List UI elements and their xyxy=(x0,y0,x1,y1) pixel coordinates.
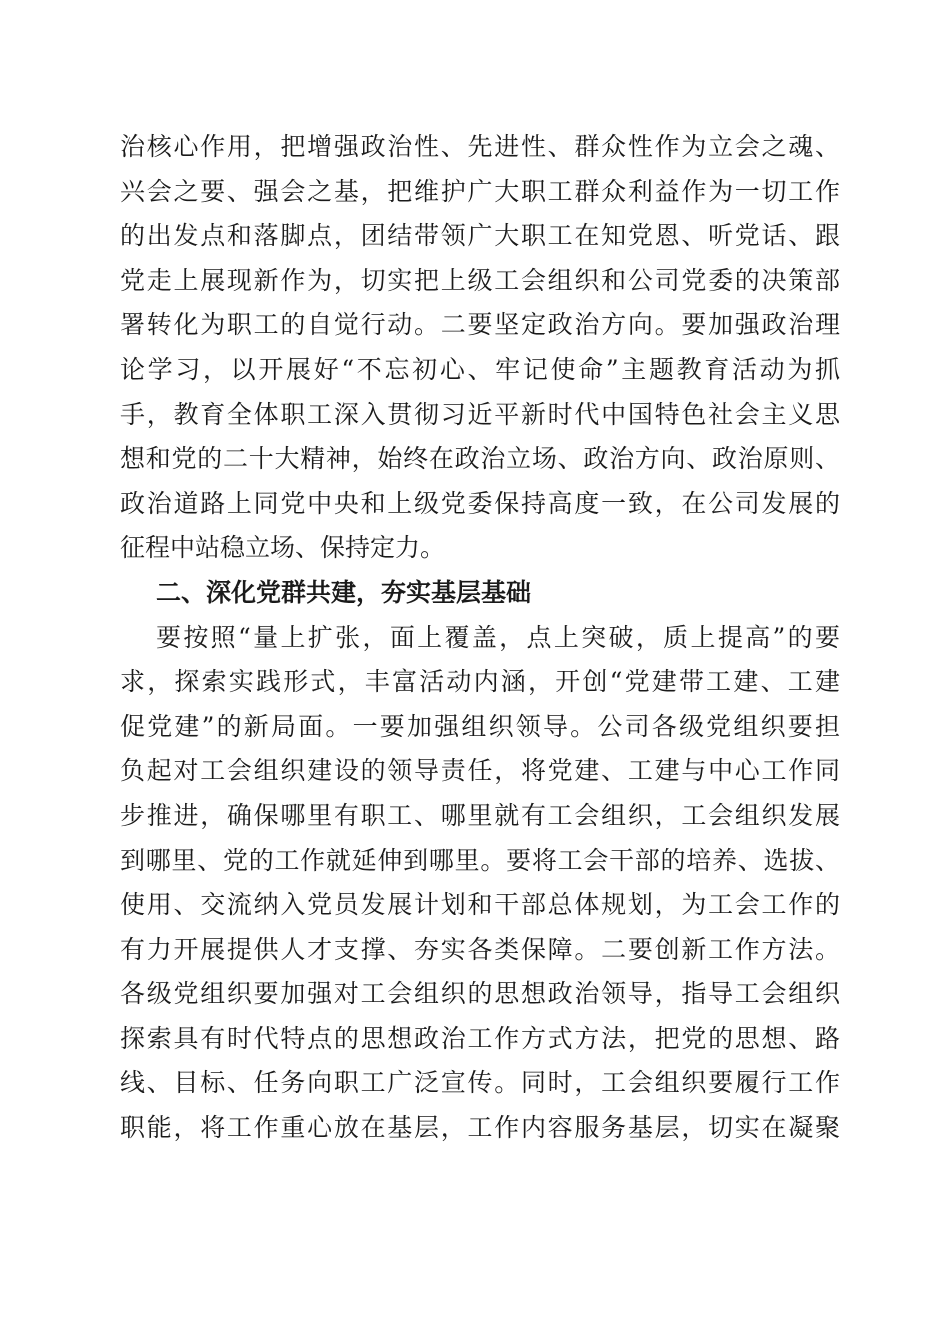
paragraph2-line-7: 使用、交流纳入党员发展计划和干部总体规划，为工会工作的 xyxy=(120,890,840,920)
paragraph2-line-11: 线、目标、任务向职工广泛宣传。同时，工会组织要履行工作 xyxy=(120,1068,840,1098)
paragraph1-line-8: 想和党的二十大精神，始终在政治立场、政治方向、政治原则、 xyxy=(120,444,840,474)
paragraph1-line-6: 论学习，以开展好“不忘初心、牢记使命”主题教育活动为抓 xyxy=(120,354,840,384)
section-heading: 二、深化党群共建，夯实基层基础 xyxy=(156,577,532,607)
paragraph1-line-7: 手，教育全体职工深入贯彻习近平新时代中国特色社会主义思 xyxy=(120,399,840,429)
paragraph1-line-3: 的出发点和落脚点，团结带领广大职工在知党恩、听党话、跟 xyxy=(120,221,840,251)
paragraph1-line-10: 征程中站稳立场、保持定力。 xyxy=(120,533,446,563)
paragraph2-line-10: 探索具有时代特点的思想政治工作方式方法，把党的思想、路 xyxy=(120,1023,840,1053)
paragraph1-line-1: 治核心作用，把增强政治性、先进性、群众性作为立会之魂、 xyxy=(120,132,840,161)
paragraph2-line-8: 有力开展提供人才支撑、夯实各类保障。二要创新工作方法。 xyxy=(120,934,840,964)
paragraph2-line-9: 各级党组织要加强对工会组织的思想政治领导，指导工会组织 xyxy=(120,979,840,1009)
paragraph1-line-2: 兴会之要、强会之基，把维护广大职工群众利益作为一切工作 xyxy=(120,176,840,206)
paragraph1-line-5: 署转化为职工的自觉行动。二要坚定政治方向。要加强政治理 xyxy=(120,310,840,340)
paragraph2-line-3: 促党建”的新局面。一要加强组织领导。公司各级党组织要担 xyxy=(120,711,840,741)
paragraph2-line-2: 求，探索实践形式，丰富活动内涵，开创“党建带工建、工建 xyxy=(120,667,840,697)
paragraph1-line-4: 党走上展现新作为，切实把上级工会组织和公司党委的决策部 xyxy=(120,265,840,295)
document-body xyxy=(120,125,840,1151)
paragraph1-line-9: 政治道路上同党中央和上级党委保持高度一致，在公司发展的 xyxy=(120,488,840,518)
paragraph2-line-1: 要按照“量上扩张，面上覆盖，点上突破，质上提高”的要 xyxy=(156,622,840,652)
paragraph2-line-5: 步推进，确保哪里有职工、哪里就有工会组织，工会组织发展 xyxy=(120,800,840,830)
paragraph2-line-6: 到哪里、党的工作就延伸到哪里。要将工会干部的培养、选拔、 xyxy=(120,845,840,875)
paragraph2-line-12: 职能，将工作重心放在基层，工作内容服务基层，切实在凝聚 xyxy=(120,1113,840,1143)
paragraph2-line-4: 负起对工会组织建设的领导责任，将党建、工建与中心工作同 xyxy=(120,756,840,786)
